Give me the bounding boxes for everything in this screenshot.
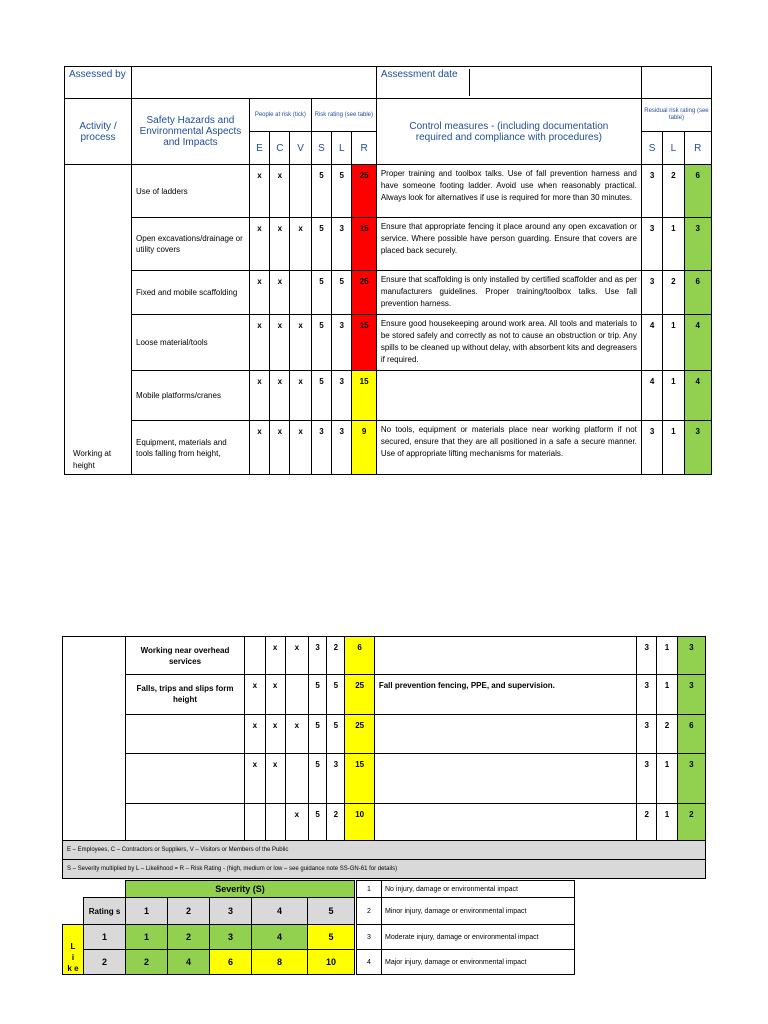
severity-num: 1	[357, 881, 382, 898]
residual-l-cell: 1	[663, 371, 684, 421]
cell-e: x	[249, 218, 269, 271]
residual-l-cell: 1	[663, 218, 684, 271]
severity-col-3: 3	[210, 898, 252, 925]
severity-col-5: 5	[308, 898, 355, 925]
severity-text: Moderate injury, damage or environmental impact	[382, 925, 575, 950]
risk-assessment-table	[64, 66, 712, 475]
table-row	[65, 371, 712, 421]
hazard-cell: Loose material/tools	[132, 315, 250, 371]
severity-num: 4	[357, 950, 382, 975]
risk-rating-cell: 25	[352, 165, 376, 218]
cell-c: x	[270, 315, 290, 371]
col-residual-l: L	[663, 132, 684, 165]
control-measures-cell: Ensure good housekeeping around work area. All tools and materials to be stored safely and correctly as not to cause an obstruction or trip. Any spills to be cleaned up without delay, with absorbent kits and degreasers if required.	[376, 315, 641, 371]
cell-l: 2	[327, 804, 345, 841]
cell-l: 5	[327, 715, 345, 754]
risk-rating-cell: 15	[345, 754, 374, 804]
residual-r-cell: 3	[677, 754, 705, 804]
table-row	[65, 315, 712, 371]
residual-r-cell: 3	[677, 675, 705, 715]
control-measures-cell: Ensure that appropriate fencing it place around any open excavation or service. Where possible have person guarding. Ensure that covers are placed back securely.	[376, 218, 641, 271]
severity-num: 3	[357, 925, 382, 950]
cell-e	[245, 804, 265, 841]
matrix-cell: 1	[126, 925, 168, 950]
residual-r-cell: 6	[684, 271, 711, 315]
control-measures-cell	[374, 715, 636, 754]
matrix-cell: 4	[168, 950, 210, 975]
cell-s: 3	[311, 421, 331, 475]
matrix-cell: 4	[252, 925, 308, 950]
severity-num: 2	[357, 898, 382, 925]
residual-r-cell: 4	[684, 371, 711, 421]
residual-r-cell: 6	[677, 715, 705, 754]
cell-l: 5	[332, 271, 352, 315]
residual-l-cell: 1	[663, 421, 684, 475]
hazard-cell	[125, 804, 244, 841]
residual-l-cell: 2	[663, 271, 684, 315]
severity-header: Severity (S)	[126, 881, 355, 898]
cell-c: x	[270, 271, 290, 315]
cell-s: 5	[309, 715, 327, 754]
col-v: V	[290, 132, 311, 165]
residual-r-cell: 4	[684, 315, 711, 371]
matrix-cell: 2	[168, 925, 210, 950]
risk-assessment-table-continued	[62, 636, 706, 879]
risk-rating-cell: 15	[352, 371, 376, 421]
table-row	[63, 754, 706, 804]
cell-l: 3	[332, 421, 352, 475]
control-measures-cell: Proper training and toolbox talks. Use of fall prevention harness and have someone footing ladder. Avoid use when reasonably practical. Always look for alternatives if use is required for more than 30 minutes.	[376, 165, 641, 218]
residual-l-cell: 1	[657, 754, 677, 804]
cell-v	[285, 675, 308, 715]
residual-s-cell: 3	[637, 754, 657, 804]
cell-s: 5	[309, 804, 327, 841]
cell-s: 5	[309, 754, 327, 804]
col-e: E	[249, 132, 269, 165]
cell-s: 5	[311, 218, 331, 271]
cell-l: 2	[327, 637, 345, 675]
table-row	[65, 421, 712, 475]
residual-r-cell: 3	[684, 218, 711, 271]
table-row	[63, 637, 706, 675]
hazard-cell: Use of ladders	[132, 165, 250, 218]
cell-e: x	[249, 271, 269, 315]
residual-l-cell: 2	[663, 165, 684, 218]
matrix-cell: 5	[308, 925, 355, 950]
risk-rating-cell: 15	[352, 315, 376, 371]
control-measures-cell: Fall prevention fencing, PPE, and supervision.	[374, 675, 636, 715]
cell-e: x	[245, 754, 265, 804]
assessment-date-extra	[641, 67, 711, 99]
residual-s-cell: 2	[637, 804, 657, 841]
residual-s-cell: 3	[641, 421, 662, 475]
severity-text: No injury, damage or environmental impact	[382, 881, 575, 898]
cell-c: x	[270, 218, 290, 271]
cell-v: x	[290, 421, 311, 475]
cell-c: x	[270, 371, 290, 421]
matrix-cell: 8	[252, 950, 308, 975]
cell-l: 3	[327, 754, 345, 804]
matrix-cell: 10	[308, 950, 355, 975]
table-row	[63, 675, 706, 715]
risk-rating-cell: 10	[345, 804, 374, 841]
cell-e: x	[245, 675, 265, 715]
cell-e: x	[249, 315, 269, 371]
hazard-cell: Fixed and mobile scaffolding	[132, 271, 250, 315]
hazard-cell: Falls, trips and slips form height	[125, 675, 244, 715]
severity-col-4: 4	[252, 898, 308, 925]
cell-s: 5	[311, 271, 331, 315]
cell-l: 3	[332, 371, 352, 421]
control-measures-cell: Ensure that scaffolding is only installed by certified scaffolder and as per manufacturers guidelines. Proper training/toolbox talks. Use fall prevention harness.	[376, 271, 641, 315]
risk-rating-cell: 25	[345, 675, 374, 715]
severity-text: Minor injury, damage or environmental impact	[382, 898, 575, 925]
col-people-at-risk: People at risk (tick)	[249, 99, 311, 132]
assessed-by-field[interactable]	[132, 67, 377, 99]
risk-rating-cell: 25	[352, 271, 376, 315]
control-measures-cell	[374, 637, 636, 675]
cell-e: x	[249, 421, 269, 475]
cell-c: x	[270, 165, 290, 218]
col-residual-s: S	[641, 132, 662, 165]
severity-descriptions	[356, 880, 575, 975]
residual-s-cell: 4	[641, 315, 662, 371]
col-residual-risk: Residual risk rating (see table)	[641, 99, 711, 132]
col-hazards: Safety Hazards and Environmental Aspects and Impacts	[132, 99, 250, 165]
cell-v: x	[290, 371, 311, 421]
cell-e	[245, 637, 265, 675]
ratings-header: Rating s	[84, 898, 126, 925]
cell-v	[290, 271, 311, 315]
likelihood-row-1: 1	[84, 925, 126, 950]
risk-rating-cell: 9	[352, 421, 376, 475]
cell-v	[285, 754, 308, 804]
residual-s-cell: 3	[637, 637, 657, 675]
cell-e: x	[249, 371, 269, 421]
col-c: C	[270, 132, 290, 165]
cell-v	[290, 165, 311, 218]
residual-s-cell: 3	[637, 715, 657, 754]
cell-l: 5	[327, 675, 345, 715]
cell-c: x	[265, 754, 285, 804]
col-s: S	[311, 132, 331, 165]
cell-l: 3	[332, 315, 352, 371]
severity-col-2: 2	[168, 898, 210, 925]
residual-s-cell: 3	[641, 165, 662, 218]
cell-v: x	[285, 804, 308, 841]
cell-v: x	[290, 315, 311, 371]
residual-r-cell: 6	[684, 165, 711, 218]
activity-cell: Working at height	[65, 165, 132, 475]
severity-text: Major injury, damage or environmental impact	[382, 950, 575, 975]
cell-l: 5	[332, 165, 352, 218]
residual-l-cell: 2	[657, 715, 677, 754]
residual-r-cell: 2	[677, 804, 705, 841]
control-measures-cell	[376, 371, 641, 421]
residual-l-cell: 1	[657, 804, 677, 841]
cell-v: x	[290, 218, 311, 271]
table-row	[65, 271, 712, 315]
cell-v: x	[285, 637, 308, 675]
cell-c: x	[265, 637, 285, 675]
cell-v: x	[285, 715, 308, 754]
rating-legend: S – Severity multiplied by L – Likelihood = R – Risk Rating - (high, medium or low – see guidance note SS-GN-61 for details)	[63, 860, 706, 879]
residual-r-cell: 3	[684, 421, 711, 475]
col-activity: Activity / process	[65, 99, 132, 165]
cell-c	[265, 804, 285, 841]
cell-s: 5	[311, 315, 331, 371]
hazard-cell: Open excavations/drainage or utility covers	[132, 218, 250, 271]
people-legend: E – Employees, C – Contractors or Suppliers, V – Visitors or Members of the Public	[63, 841, 706, 860]
residual-s-cell: 3	[641, 218, 662, 271]
col-l: L	[332, 132, 352, 165]
risk-rating-cell: 25	[345, 715, 374, 754]
col-control-measures: Control measures - (including documentation required and compliance with procedures)	[376, 99, 641, 165]
residual-l-cell: 1	[657, 675, 677, 715]
assessed-by-label: Assessed by	[65, 67, 132, 99]
matrix-cell: 3	[210, 925, 252, 950]
hazard-cell	[125, 754, 244, 804]
cell-e: x	[249, 165, 269, 218]
assessment-date-field[interactable]	[470, 69, 637, 96]
col-r: R	[352, 132, 376, 165]
residual-r-cell: 3	[677, 637, 705, 675]
cell-s: 5	[309, 675, 327, 715]
col-residual-r: R	[684, 132, 711, 165]
hazard-cell: Mobile platforms/cranes	[132, 371, 250, 421]
residual-l-cell: 1	[663, 315, 684, 371]
control-measures-cell	[374, 754, 636, 804]
residual-s-cell: 3	[641, 271, 662, 315]
residual-s-cell: 3	[637, 675, 657, 715]
cell-s: 5	[311, 371, 331, 421]
table-row	[63, 804, 706, 841]
cell-c: x	[270, 421, 290, 475]
hazard-cell	[125, 715, 244, 754]
control-measures-cell: No tools, equipment or materials place near working platform if not secured, ensure that they are all positioned in a safe a secure manner. Use of appropriate lifting mechanisms for materials.	[376, 421, 641, 475]
cell-c: x	[265, 715, 285, 754]
residual-s-cell: 4	[641, 371, 662, 421]
cell-c: x	[265, 675, 285, 715]
likelihood-row-2: 2	[84, 950, 126, 975]
risk-rating-cell: 15	[352, 218, 376, 271]
cell-l: 3	[332, 218, 352, 271]
hazard-cell: Equipment, materials and tools falling from height,	[132, 421, 250, 475]
cell-s: 5	[311, 165, 331, 218]
table-row	[63, 715, 706, 754]
residual-l-cell: 1	[657, 637, 677, 675]
table-row	[65, 165, 712, 218]
assessment-date-label: Assessment date	[381, 69, 470, 96]
cell-e: x	[245, 715, 265, 754]
control-measures-cell	[374, 804, 636, 841]
matrix-cell: 2	[126, 950, 168, 975]
table-row	[65, 218, 712, 271]
risk-matrix	[62, 880, 355, 975]
matrix-cell: 6	[210, 950, 252, 975]
activity-cell	[63, 637, 126, 841]
cell-s: 3	[309, 637, 327, 675]
risk-rating-cell: 6	[345, 637, 374, 675]
severity-col-1: 1	[126, 898, 168, 925]
hazard-cell: Working near overhead services	[125, 637, 244, 675]
likelihood-label: L i k e	[63, 925, 84, 975]
col-risk-rating: Risk rating (see table)	[311, 99, 376, 132]
